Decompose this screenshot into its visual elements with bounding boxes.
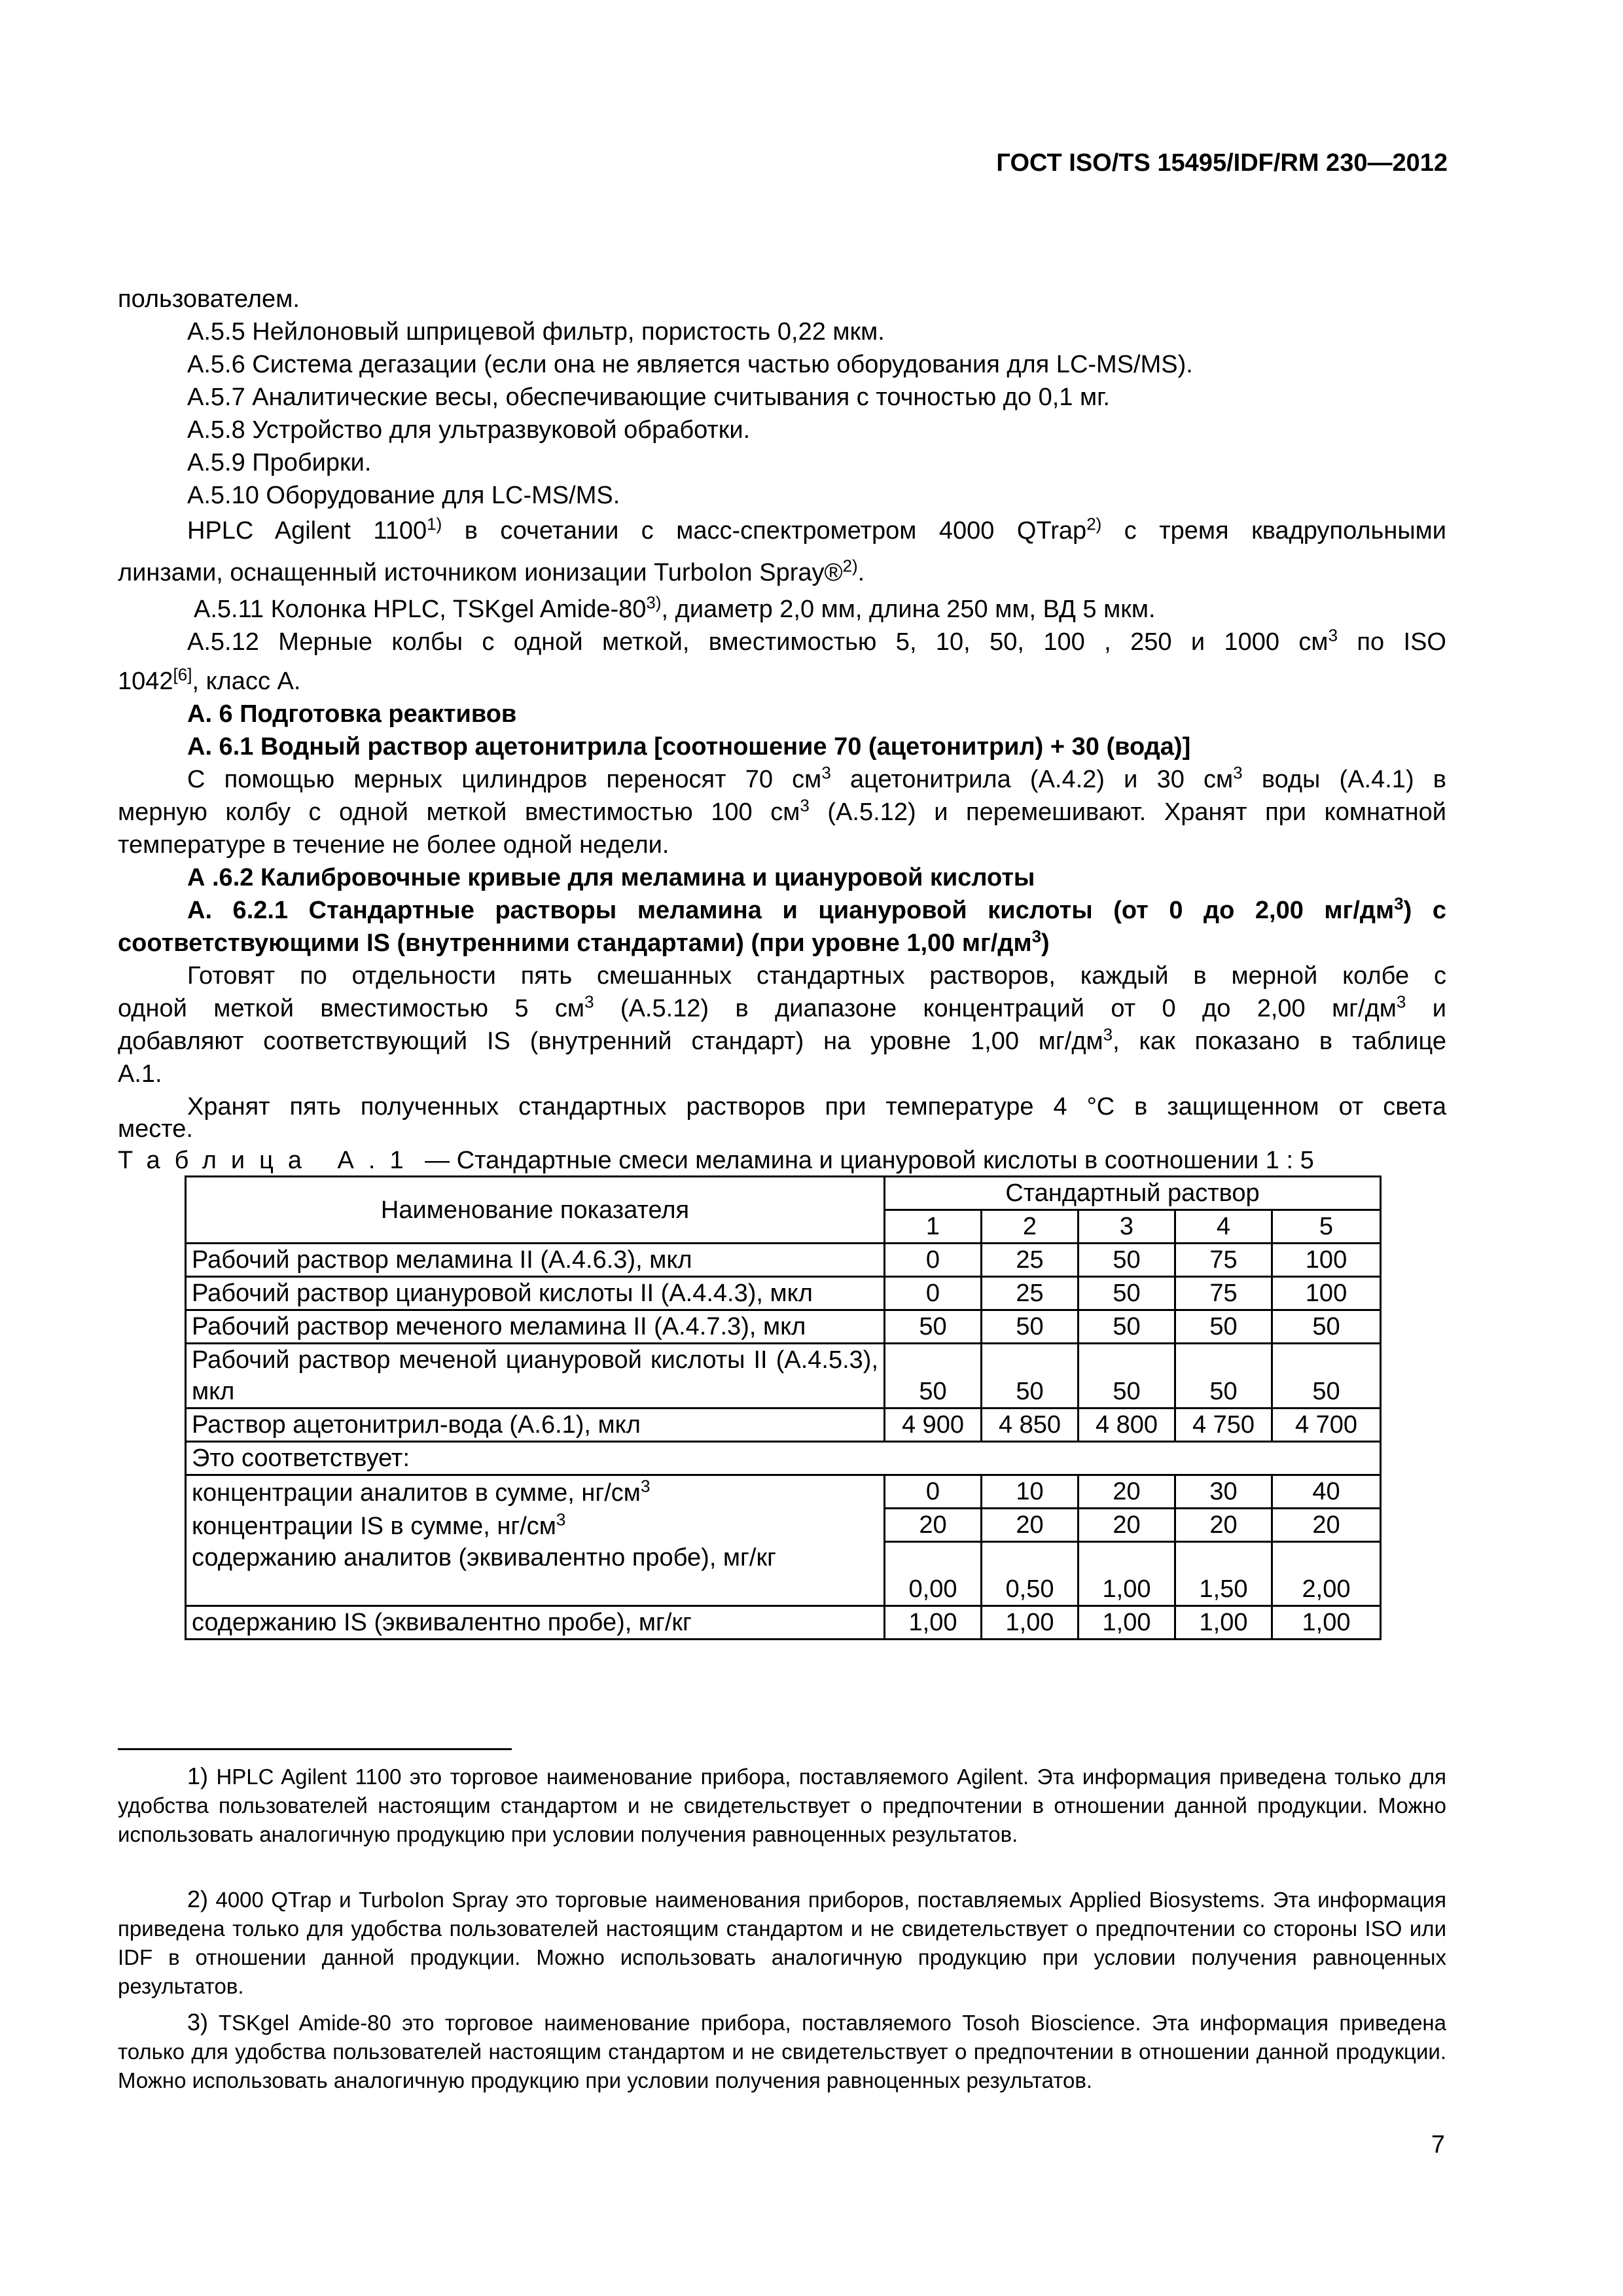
table-cell: 20: [1079, 1475, 1175, 1509]
table-cell: 50: [1079, 1277, 1175, 1310]
table-cell: 4 900: [885, 1408, 982, 1442]
subsection-heading: А .6.2 Калибровочные кривые для меламина и циануровой кислоты: [187, 864, 1035, 891]
text-line: одной меткой вместимостью 5 $см^3$ (А.5.12) в диапазоне концентраций от 0 до 2,00 $мг/дм^3$ и: [118, 992, 1447, 1022]
text-line: А.5.10 Оборудование для LC-MS/MS.: [187, 482, 620, 509]
standards-table: [185, 1175, 1382, 1640]
column-number: 4: [1175, 1210, 1272, 1244]
column-number: 5: [1272, 1210, 1381, 1244]
row-label: содержанию IS (эквивалентно пробе), мг/кг: [186, 1605, 885, 1639]
text-line: С помощью мерных цилиндров переносят 70 $см^3$ ацетонитрила (А.4.2) и 30 $см^3$ воды (А.4.1) в: [187, 762, 1446, 793]
row-label: Рабочий раствор циануровой кислоты II (А.4.4.3), мкл: [186, 1277, 885, 1310]
text-line: А.1.: [118, 1060, 162, 1088]
table-row: [186, 1475, 1381, 1509]
table-row: [186, 1244, 1381, 1277]
table-cell: 2,00: [1272, 1542, 1381, 1606]
table-cell: 1,00: [982, 1605, 1079, 1639]
table-cell: 50: [885, 1310, 982, 1344]
text-line: 1042[6], класс А.: [118, 664, 301, 695]
footnote-text: TSKgel Amide-80 это торговое наименование прибора, поставляемого Tosoh Bioscience. Эта информация приведена только для удобства пользователей настоящим стандартом и не свидетельствует о предпочтении в отношении данной продукции. Можно использовать аналогичную продукцию при условии получения равноценных результатов.: [118, 2011, 1446, 2092]
footnote: [118, 2008, 1446, 2095]
footnote-text: 4000 QTrap и TurboIon Spray это торговые наименования приборов, поставляемых Applied Biosystems. Эта информация приведена только для удобства пользователей настоящим стандартом и не свидетельствует о предпочтении со стороны ISO или IDF в отношении данной продукции. Можно использовать аналогичную продукцию при условии получения равноценных результатов.: [118, 1888, 1446, 1998]
table-cell: 20: [982, 1509, 1079, 1542]
table-row: [186, 1605, 1381, 1639]
row-label: Раствор ацетонитрил-вода (А.6.1), мкл: [186, 1408, 885, 1442]
table-cell: 50: [982, 1310, 1079, 1344]
table-caption: [118, 1144, 1314, 1177]
table-cell: 100: [1272, 1277, 1381, 1310]
table-cell: 50: [1079, 1244, 1175, 1277]
text-line: Готовят по отдельности пять смешанных стандартных растворов, каждый в мерной колбе с: [187, 962, 1446, 990]
table-cell: 4 800: [1079, 1408, 1175, 1442]
row-label: концентрации IS в сумме, $нг/см^3$: [186, 1509, 885, 1542]
table-cell: 40: [1272, 1475, 1381, 1509]
table-cell: 10: [982, 1475, 1079, 1509]
row-label: содержанию аналитов (эквивалентно пробе), мг/кг: [186, 1542, 885, 1606]
table-cell: 50: [1272, 1310, 1381, 1344]
row-label: Рабочий раствор меченого меламина II (А.4.7.3), мкл: [186, 1310, 885, 1344]
row-label: концентрации аналитов в сумме, $нг/см^3$: [186, 1475, 885, 1509]
row-label: Рабочий раствор меченой циануровой кислоты II (А.4.5.3), мкл: [186, 1344, 885, 1408]
subsection-heading: соответствующими IS (внутренними стандартами) (при уровне 1,00 $мг/дм^3$): [118, 926, 1050, 957]
page-number: 7: [1431, 2131, 1445, 2159]
table-cell: 50: [1079, 1310, 1175, 1344]
row-label: Рабочий раствор меламина II (А.4.6.3), мкл: [186, 1244, 885, 1277]
column-number: 3: [1079, 1210, 1175, 1244]
table-cell: 25: [982, 1244, 1079, 1277]
text-line: добавляют соответствующий IS (внутренний стандарт) на уровне 1,00 $мг/дм^3$, как показано в таблице: [118, 1024, 1446, 1055]
footnote-mark: 1): [187, 1763, 209, 1789]
table-header-row: [186, 1177, 1381, 1210]
document-header: ГОСТ ISO/TS 15495/IDF/RM 230—2012: [996, 149, 1448, 177]
table-cell: 1,00: [885, 1605, 982, 1639]
table-cell: 50: [1079, 1344, 1175, 1408]
footnote-ref: 1): [427, 514, 442, 534]
subsection-heading: А. 6.1 Водный раствор ацетонитрила [соотношение 70 (ацетонитрил) + 30 (вода)]: [187, 733, 1191, 761]
text-line: Хранят пять полученных стандартных растворов при температуре 4 °С в защищенном от света: [187, 1093, 1446, 1121]
table-cell: 20: [1079, 1509, 1175, 1542]
table-cell: 0: [885, 1244, 982, 1277]
text-line: А.5.9 Пробирки.: [187, 449, 372, 476]
footnote-mark: 3): [187, 2009, 209, 2036]
group-header: Стандартный раствор: [885, 1177, 1381, 1210]
table-cell: 0: [885, 1277, 982, 1310]
table-cell: 4 850: [982, 1408, 1079, 1442]
table-cell: 0: [885, 1475, 982, 1509]
table-row: [186, 1344, 1381, 1408]
table-cell: 4 750: [1175, 1408, 1272, 1442]
text-line: HPLC Agilent 1100$^{1)}$ в сочетании с масс-спектрометром 4000 QTrap$^{2)}$ с тремя квадрупольными: [187, 514, 1446, 545]
table-row: [186, 1442, 1381, 1475]
text-line: А.5.12 Мерные колбы с одной меткой, вместимостью 5, 10, 50, 100 , 250 и 1000 $см^3$ по ISO: [187, 625, 1446, 656]
column-number: 2: [982, 1210, 1079, 1244]
column-header: Наименование показателя: [186, 1177, 885, 1244]
footnote-mark: 2): [187, 1886, 209, 1912]
table-cell: 1,00: [1079, 1605, 1175, 1639]
column-number: 1: [885, 1210, 982, 1244]
text-line: А.5.7 Аналитические весы, обеспечивающие считывания с точностью до 0,1 мг.: [187, 384, 1110, 411]
table-cell: 75: [1175, 1244, 1272, 1277]
subsection-heading: А. 6.2.1 Стандартные растворы меламина и циануровой кислоты (от 0 до 2,00 $мг/дм^3$) с: [187, 893, 1446, 924]
table-cell: 50: [1272, 1344, 1381, 1408]
table-cell: 1,00: [1272, 1605, 1381, 1639]
table-cell: 20: [1272, 1509, 1381, 1542]
reference-mark: [6]: [173, 664, 192, 685]
table-cell: 25: [982, 1277, 1079, 1310]
text-line: линзами, оснащенный источником ионизации TurboIon Spray®$^{2)}$.: [118, 556, 865, 586]
footnote-text: HPLC Agilent 1100 это торговое наименование прибора, поставляемого Agilent. Эта информация приведена только для удобства пользователей настоящим стандартом и не свидетельствует о предпочтении в отношении данной продукции. Можно использовать аналогичную продукцию при условии получения равноценных результатов.: [118, 1765, 1446, 1846]
footnote-ref: 2): [842, 556, 858, 576]
table-row: [186, 1277, 1381, 1310]
table-cell: 20: [1175, 1509, 1272, 1542]
text-line: температуре в течение не более одной недели.: [118, 831, 669, 859]
table-cell: 100: [1272, 1244, 1381, 1277]
text-line: месте.: [118, 1115, 193, 1143]
text-line: А.5.6 Система дегазации (если она не является частью оборудования для LC-MS/MS).: [187, 351, 1193, 378]
table-cell: 0,50: [982, 1542, 1079, 1606]
table-cell: 50: [1175, 1310, 1272, 1344]
table-cell: 20: [885, 1509, 982, 1542]
table-cell: 1,00: [1175, 1605, 1272, 1639]
table-row: [186, 1408, 1381, 1442]
table-row: [186, 1310, 1381, 1344]
footnote-separator: [118, 1748, 512, 1750]
table-row: [186, 1542, 1381, 1606]
text-line: А.5.8 Устройство для ультразвуковой обработки.: [187, 416, 751, 444]
table-cell: 4 700: [1272, 1408, 1381, 1442]
footnote: [118, 1762, 1446, 1849]
table-cell: 50: [982, 1344, 1079, 1408]
footnote-ref: 3): [646, 592, 662, 613]
text-line: А.5.11 Колонка HPLC, TSKgel Amide-80$^{3)}$, диаметр 2,0 мм, длина 250 мм, ВД 5 мкм.: [194, 592, 1156, 623]
table-cell: 75: [1175, 1277, 1272, 1310]
table-cell: 30: [1175, 1475, 1272, 1509]
table-cell: 0,00: [885, 1542, 982, 1606]
table-caption-label: Таблица А.1: [118, 1147, 418, 1174]
table-cell: 1,00: [1079, 1542, 1175, 1606]
table-cell: 1,50: [1175, 1542, 1272, 1606]
footnote-ref: 2): [1086, 514, 1102, 534]
text-line: мерную колбу с одной меткой вместимостью 100 $см^3$ (А.5.12) и перемешивают. Хранят при комнатной: [118, 795, 1446, 826]
table-row: [186, 1509, 1381, 1542]
footnote: [118, 1885, 1446, 2001]
table-cell: 50: [885, 1344, 982, 1408]
section-heading: А. 6 Подготовка реактивов: [187, 700, 517, 728]
text-line: А.5.5 Нейлоновый шприцевой фильтр, пористость 0,22 мкм.: [187, 318, 885, 346]
table-caption-text: — Стандартные смеси меламина и циануровой кислоты в соотношении 1 : 5: [418, 1147, 1314, 1174]
table-cell: 50: [1175, 1344, 1272, 1408]
row-label: Это соответствует:: [186, 1442, 1381, 1475]
text-line: пользователем.: [118, 285, 300, 313]
